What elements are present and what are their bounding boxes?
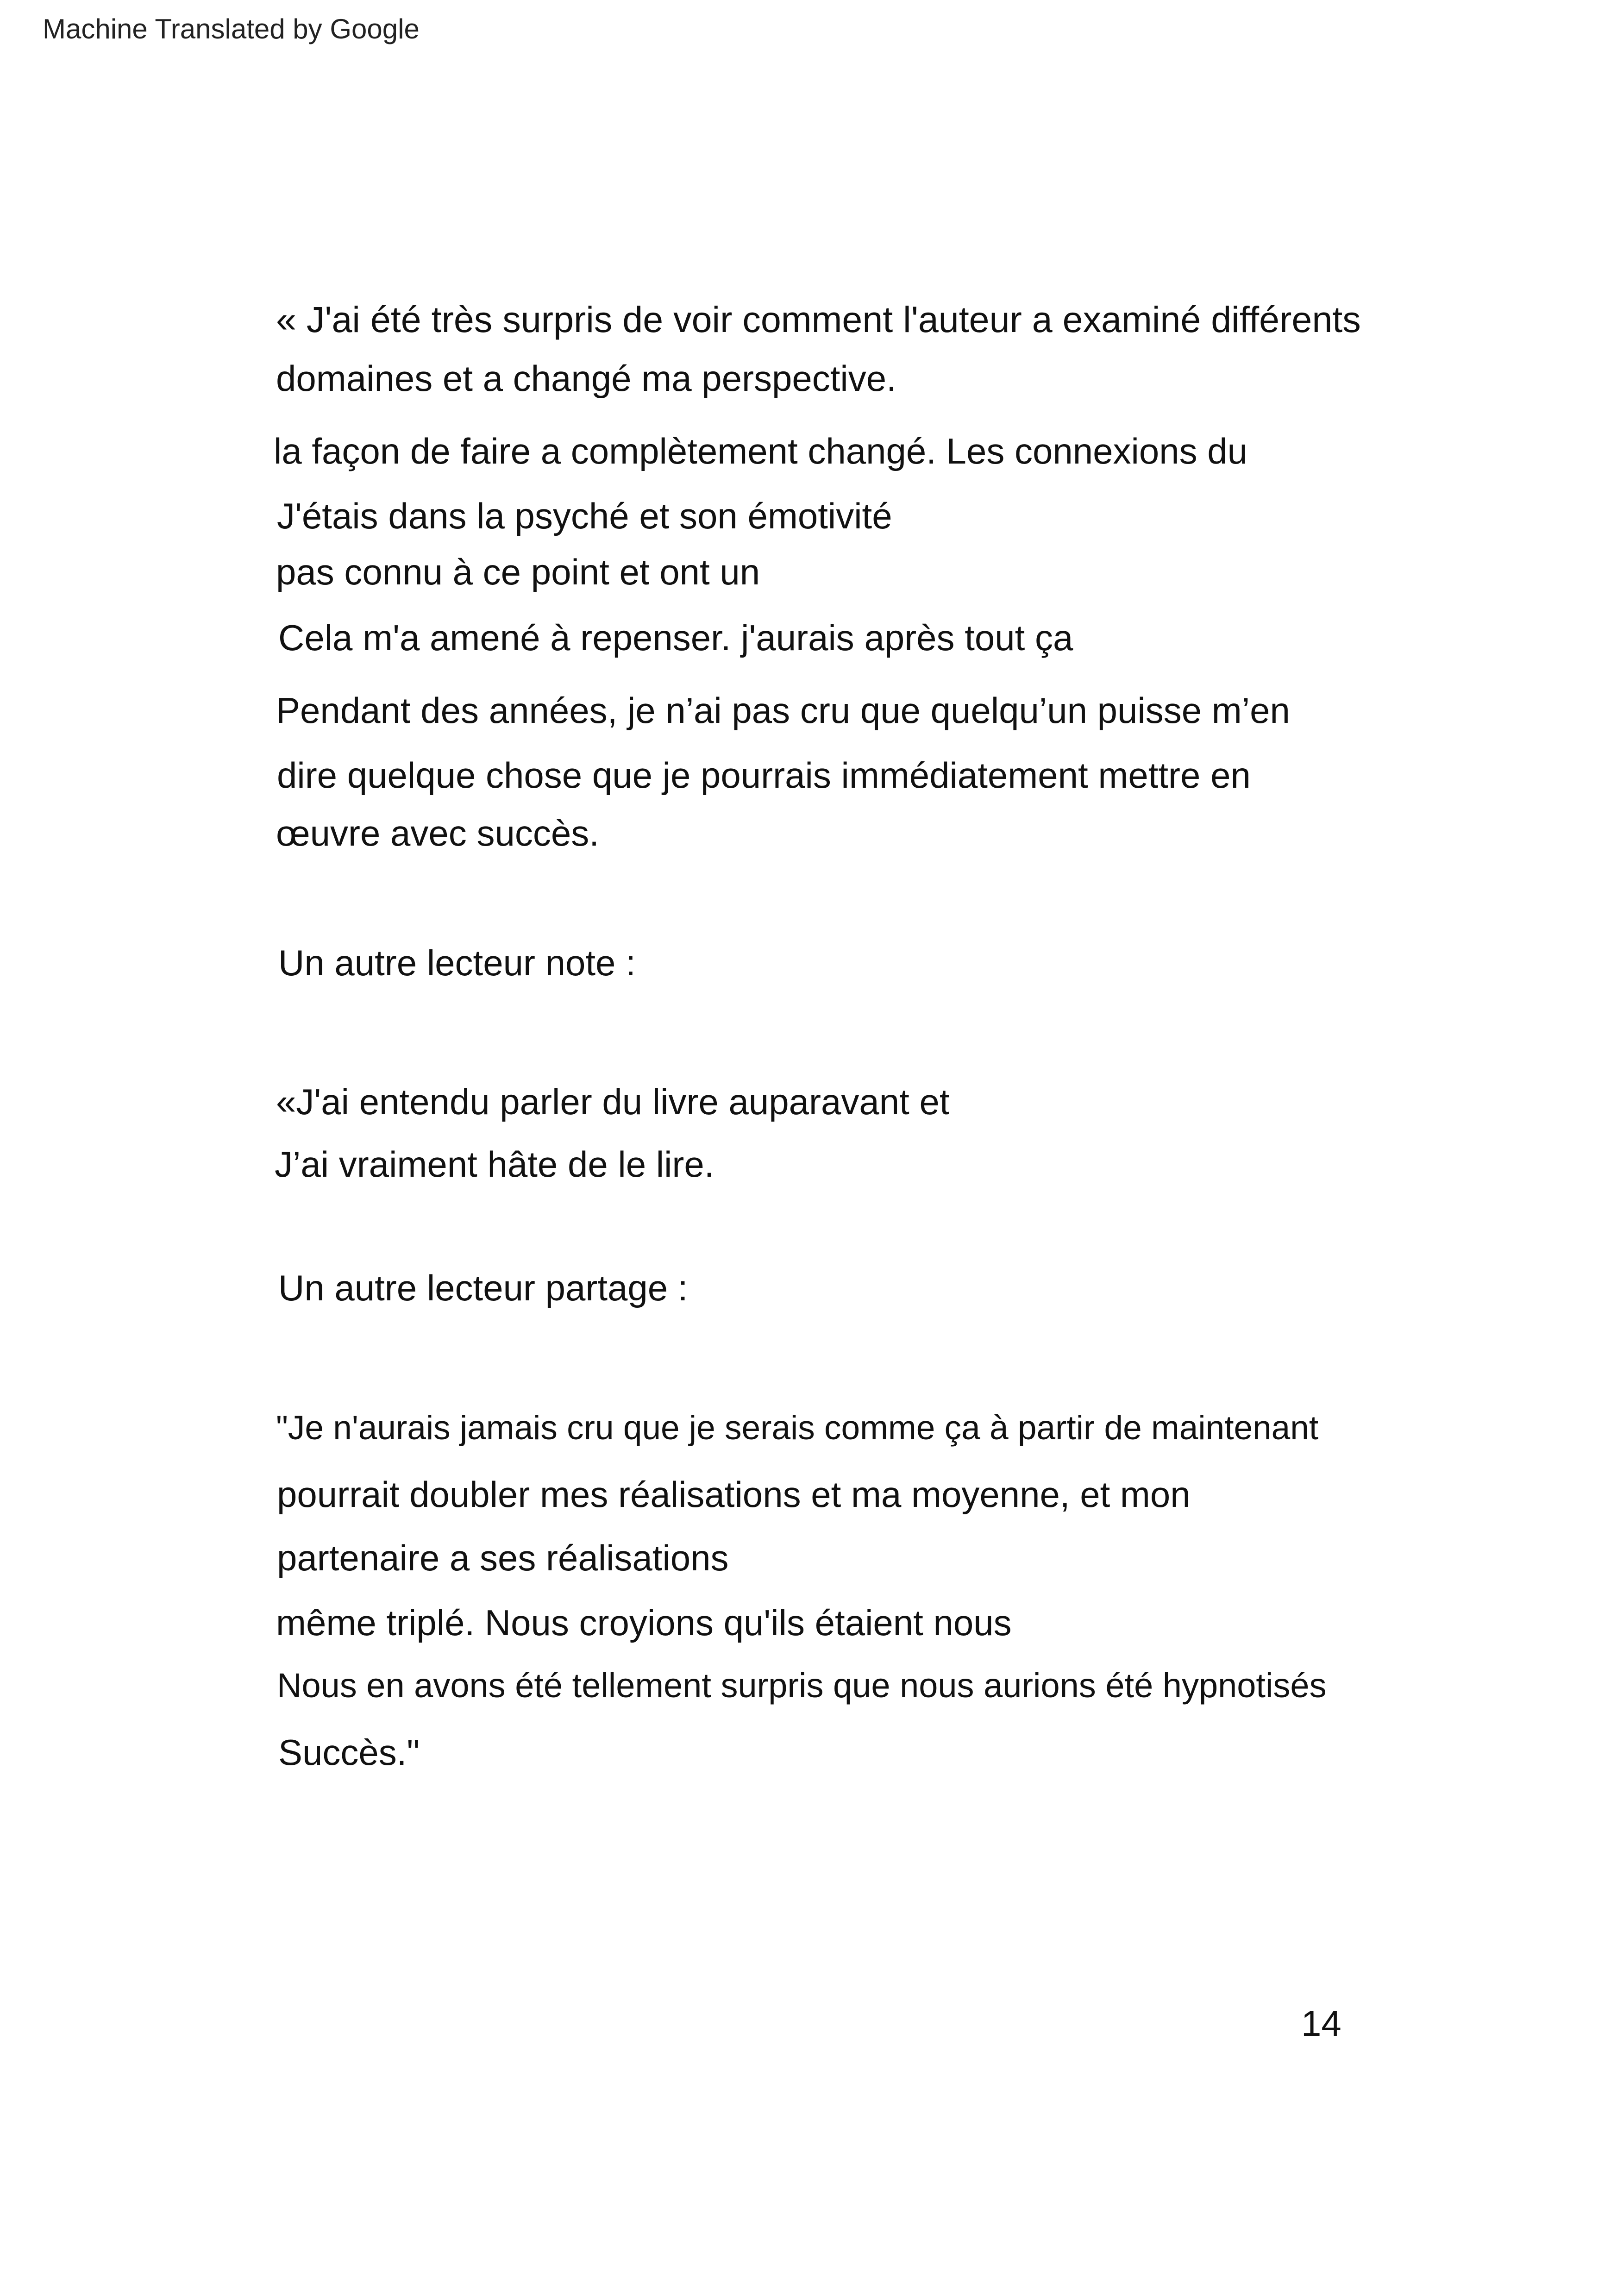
text-line: Un autre lecteur partage : <box>278 1267 688 1308</box>
text-line: Nous en avons été tellement surpris que nous aurions été hypnotisés <box>277 1666 1327 1705</box>
text-line: pas connu à ce point et ont un <box>276 552 760 592</box>
text-line: même triplé. Nous croyions qu'ils étaient nous <box>276 1602 1012 1643</box>
text-line: «J'ai entendu parler du livre auparavant et <box>276 1081 950 1122</box>
text-line: Cela m'a amené à repenser. j'aurais après tout ça <box>278 617 1073 658</box>
text-line: Un autre lecteur note : <box>278 942 636 983</box>
text-line: Succès." <box>278 1732 420 1773</box>
text-line: pourrait doubler mes réalisations et ma moyenne, et mon <box>277 1474 1191 1515</box>
page-number: 14 <box>1301 2003 1341 2044</box>
text-line: Pendant des années, je n’ai pas cru que quelqu’un puisse m’en <box>276 690 1290 731</box>
text-line: la façon de faire a complètement changé. Les connexions du <box>274 431 1248 471</box>
text-line: domaines et a changé ma perspective. <box>276 358 896 399</box>
text-line: « J'ai été très surpris de voir comment l'auteur a examiné différents <box>276 299 1361 340</box>
machine-translation-notice: Machine Translated by Google <box>43 13 420 44</box>
text-line: dire quelque chose que je pourrais immédiatement mettre en <box>277 755 1251 796</box>
text-line: "Je n'aurais jamais cru que je serais comme ça à partir de maintenant <box>276 1409 1319 1447</box>
text-line: partenaire a ses réalisations <box>277 1537 729 1578</box>
text-line: œuvre avec succès. <box>276 813 599 853</box>
text-line: J’ai vraiment hâte de le lire. <box>275 1144 714 1185</box>
text-line: J'étais dans la psyché et son émotivité <box>277 496 892 536</box>
